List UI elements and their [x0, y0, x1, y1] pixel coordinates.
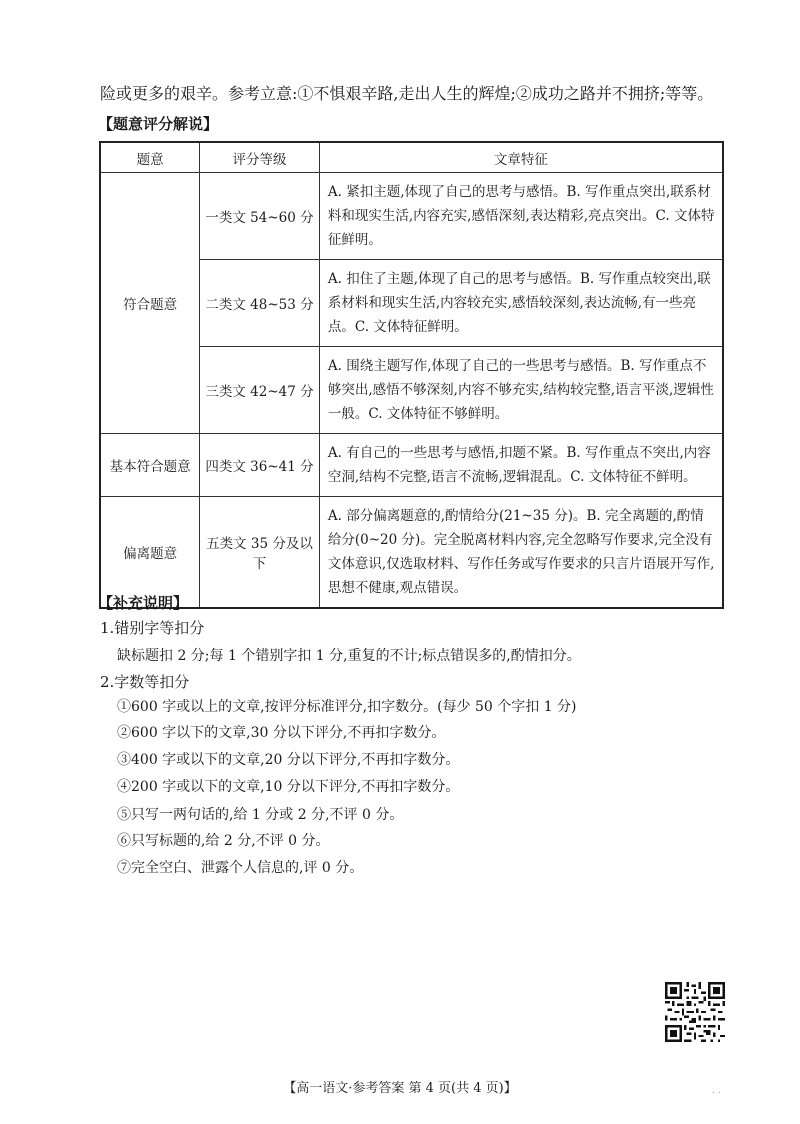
level-cell: 三类文 42~47 分 [200, 347, 320, 434]
supplement-item-1-text: 缺标题扣 2 分;每 1 个错别字扣 1 分,重复的不计;标点错误多的,酌情扣分。 [117, 648, 581, 664]
category-cell: 符合题意 [100, 173, 200, 434]
table-row [100, 434, 723, 497]
list-item: ④200 字或以下的文章,10 分以下评分,不再扣字数分。 [117, 779, 460, 795]
supplement-item-2-title: 2.字数等扣分 [100, 673, 190, 691]
level-cell: 二类文 48~53 分 [200, 260, 320, 347]
category-cell: 基本符合题意 [100, 434, 200, 497]
supplement-section-title: 【补充说明】 [98, 594, 189, 612]
list-item: ①600 字或以上的文章,按评分标准评分,扣字数分。(每少 50 个字扣 1 分) [117, 699, 577, 715]
table-header-row [100, 142, 723, 173]
corner-dots-decoration: . . [712, 1086, 721, 1096]
features-cell: A. 扣住了主题,体现了自己的思考与感悟。B. 写作重点较突出,联系材料和现实生活,内容较充实,感悟较深刻,表达流畅,有一些亮点。C. 文体特征鲜明。 [319, 260, 723, 347]
column-header-grade-level: 评分等级 [200, 142, 320, 173]
column-header-topic: 题意 [100, 142, 200, 173]
column-header-features: 文章特征 [319, 142, 723, 173]
qr-code-image [665, 982, 725, 1042]
grading-table [99, 141, 724, 609]
intro-text: 险或更多的艰辛。参考立意:①不惧艰辛路,走出人生的辉煌;②成功之路并不拥挤;等等。 [100, 84, 714, 103]
list-item: ②600 字以下的文章,30 分以下评分,不再扣字数分。 [117, 725, 446, 741]
features-cell: A. 围绕主题写作,体现了自己的一些思考与感悟。B. 写作重点不够突出,感悟不够深刻,内容不够充实,结构较完整,语言平淡,逻辑性一般。C. 文体特征不够鲜明。 [319, 347, 723, 434]
table-row [100, 173, 723, 260]
level-cell: 一类文 54~60 分 [200, 173, 320, 260]
table-row [100, 497, 723, 609]
level-cell: 四类文 36~41 分 [200, 434, 320, 497]
features-cell: A. 有自己的一些思考与感悟,扣题不紧。B. 写作重点不突出,内容空洞,结构不完整,语言不流畅,逻辑混乱。C. 文体特征不鲜明。 [319, 434, 723, 497]
list-item: ⑤只写一两句话的,给 1 分或 2 分,不评 0 分。 [117, 807, 404, 823]
list-item: ⑦完全空白、泄露个人信息的,评 0 分。 [117, 860, 364, 876]
grading-section-title: 【题意评分解说】 [98, 115, 219, 133]
supplement-item-1-title: 1.错别字等扣分 [100, 619, 205, 637]
features-cell: A. 部分偏离题意的,酌情给分(21~35 分)。B. 完全离题的,酌情给分(0~20 分)。完全脱离材料内容,完全忽略写作要求,完全没有文体意识,仅选取材料、写作任务或写作要求的只言片语展开写作,思想不健康,观点错误。 [319, 497, 723, 609]
category-cell: 偏离题意 [100, 497, 200, 609]
level-cell: 五类文 35 分及以下 [200, 497, 320, 609]
page-footer: 【高一语文·参考答案 第 4 页(共 4 页)】 [283, 1081, 517, 1096]
list-item: ⑥只写标题的,给 2 分,不评 0 分。 [117, 833, 330, 849]
list-item: ③400 字或以下的文章,20 分以下评分,不再扣字数分。 [117, 752, 460, 768]
features-cell: A. 紧扣主题,体现了自己的思考与感悟。B. 写作重点突出,联系材料和现实生活,内容充实,感悟深刻,表达精彩,亮点突出。C. 文体特征鲜明。 [319, 173, 723, 260]
